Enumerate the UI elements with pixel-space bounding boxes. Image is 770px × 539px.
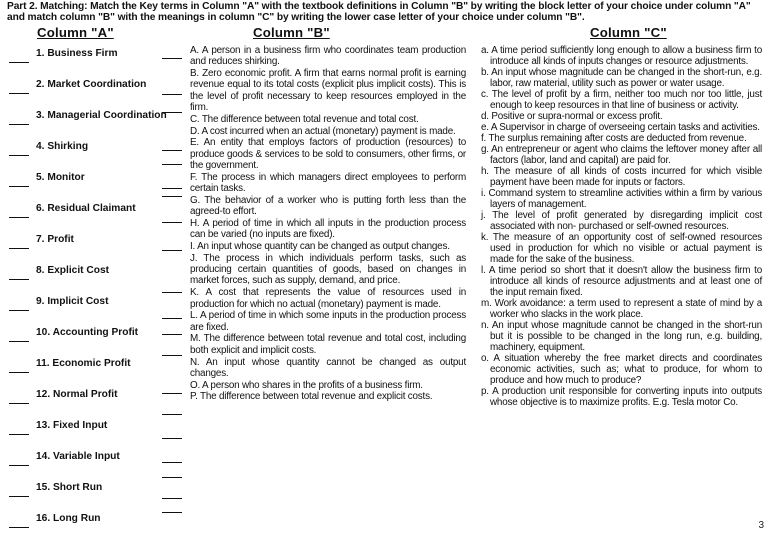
answer-blank[interactable] xyxy=(162,477,182,478)
answer-blank[interactable] xyxy=(162,414,182,415)
meaning-item: i. Command system to streamline activities within a firm by various layers of management. xyxy=(481,188,762,210)
key-term: 6. Residual Claimant xyxy=(36,203,136,214)
answer-blank[interactable] xyxy=(162,94,182,95)
definition-item: B. Zero economic profit. A firm that earns normal profit is earning revenue equal to its total costs (explicit plus implicit costs). This is the level of profit necessary to keep resources employed in the firm. xyxy=(190,68,466,113)
answer-blank[interactable] xyxy=(162,462,182,463)
key-term: 13. Fixed Input xyxy=(36,420,108,431)
answer-blank[interactable] xyxy=(162,438,182,439)
answer-blank[interactable] xyxy=(162,112,182,113)
key-term: 5. Monitor xyxy=(36,172,85,183)
answer-blank[interactable] xyxy=(9,217,29,218)
meaning-item: p. A production unit responsible for converting inputs into outputs whose objective is to maximize profits. E.g. Tesla motor Co. xyxy=(481,386,762,408)
answer-blank[interactable] xyxy=(9,62,29,63)
meaning-item: k. The measure of an opportunity cost of self-owned resources used in production for which no visible or actual payment is made for the sake of the business. xyxy=(481,232,762,265)
column-b-list xyxy=(190,45,466,403)
answer-blank[interactable] xyxy=(162,334,182,335)
answer-blank[interactable] xyxy=(9,186,29,187)
answer-blank[interactable] xyxy=(9,465,29,466)
answer-blank[interactable] xyxy=(9,527,29,528)
answer-blank[interactable] xyxy=(9,93,29,94)
answer-blank[interactable] xyxy=(9,341,29,342)
meaning-item: b. An input whose magnitude can be changed in the short-run, e.g. labor, raw material, utility such as power or water usage. xyxy=(481,67,762,89)
definition-item: K. A cost that represents the value of resources used in production for which no actual (monetary) payment is made. xyxy=(190,287,466,310)
meaning-item: f. The surplus remaining after costs are deducted from revenue. xyxy=(481,133,747,144)
meaning-item: j. The level of profit generated by disregarding implicit cost associated with non- purchased or self-owned resources. xyxy=(481,210,762,232)
answer-blank[interactable] xyxy=(162,250,182,251)
answer-blank[interactable] xyxy=(9,279,29,280)
key-term: 2. Market Coordination xyxy=(36,79,147,90)
key-term: 4. Shirking xyxy=(36,141,89,152)
answer-blank[interactable] xyxy=(162,498,182,499)
column-b-header: Column "B" xyxy=(253,25,330,40)
definition-item: P. The difference between total revenue and explicit costs. xyxy=(190,391,433,403)
key-term: 11. Economic Profit xyxy=(36,358,131,369)
answer-blank[interactable] xyxy=(162,222,182,223)
answer-blank[interactable] xyxy=(9,496,29,497)
meaning-item: o. A situation whereby the free market directs and coordinates economic activities, such as; what to produce, for whom to produce and how much to produce? xyxy=(481,353,762,386)
definition-item: M. The difference between total revenue and total cost, including both explicit and implicit costs. xyxy=(190,333,466,356)
key-term: 7. Profit xyxy=(36,234,74,245)
key-term: 15. Short Run xyxy=(36,482,103,493)
key-term: 1. Business Firm xyxy=(36,48,118,59)
meaning-item: l. A time period so short that it doesn't allow the business firm to introduce all kinds of resource adjustments and at least one of the input remain fixed. xyxy=(481,265,762,298)
answer-blank[interactable] xyxy=(9,434,29,435)
meaning-item: e. A Supervisor in charge of overseeing certain tasks and activities. xyxy=(481,122,760,133)
answer-blank[interactable] xyxy=(9,310,29,311)
definition-item: D. A cost incurred when an actual (monetary) payment is made. xyxy=(190,125,456,137)
meaning-item: g. An entrepreneur or agent who claims the leftover money after all factors (labor, land and capital) are paid for. xyxy=(481,144,762,166)
definition-item: I. An input whose quantity can be changed as output changes. xyxy=(190,241,450,253)
answer-blank[interactable] xyxy=(162,188,182,189)
key-term: 8. Explicit Cost xyxy=(36,265,110,276)
answer-blank[interactable] xyxy=(9,124,29,125)
answer-blank[interactable] xyxy=(162,512,182,513)
definition-item: L. A period of time in which some inputs in the production process are fixed. xyxy=(190,310,466,333)
definition-item: F. The process in which managers direct employees to perform certain tasks. xyxy=(190,171,466,195)
meaning-item: n. An input whose magnitude cannot be changed in the short-run but it is possible to be changed in the long run, e.g. building, machinery, equipment. xyxy=(481,320,762,353)
key-term: 12. Normal Profit xyxy=(36,389,118,400)
definition-item: O. A person who shares in the profits of a business firm. xyxy=(190,379,423,391)
key-term: 14. Variable Input xyxy=(36,451,120,462)
page-number: 3 xyxy=(758,520,764,531)
answer-blank[interactable] xyxy=(162,196,182,197)
answer-blank[interactable] xyxy=(9,372,29,373)
definition-item: G. The behavior of a worker who is putting forth less than the agreed-to effort. xyxy=(190,194,466,218)
meaning-item: h. The measure of all kinds of costs incurred for which visible payment have been made for inputs or factors. xyxy=(481,166,762,188)
key-term: 10. Accounting Profit xyxy=(36,327,139,338)
definition-item: E. An entity that employs factors of production (resources) to produce goods & services to be sold to consumers, other firms, or the government. xyxy=(190,137,466,171)
definition-item: J. The process in which individuals perform tasks, such as producing certain quantities of goods, based on changes in market forces, such as supply, demand, and price. xyxy=(190,252,466,287)
definition-item: A. A person in a business firm who coordinates team production and reduces shirking. xyxy=(190,45,466,68)
answer-blank[interactable] xyxy=(162,393,182,394)
instructions: Part 2. Matching: Match the Key terms in Column "A" with the textbook definitions in Column "B" by writing the block letter of your choice under column "A" and match column "B" with the meanings in column "C" by writing the lower case letter of your choice under column "B". xyxy=(7,1,751,24)
meaning-item: c. The level of profit by a firm, neither too much nor too little, just enough to keep resources in that line of business or activity. xyxy=(481,89,762,111)
meaning-item: a. A time period sufficiently long enough to allow a business firm to introduce all kinds of inputs changes or resource adjustments. xyxy=(481,45,762,67)
column-a-header: Column "A" xyxy=(37,25,114,40)
answer-blank[interactable] xyxy=(162,150,182,151)
meaning-item: m. Work avoidance: a term used to represent a state of mind by a worker who slacks in the work place. xyxy=(481,298,762,320)
answer-blank[interactable] xyxy=(162,355,182,356)
column-c-header: Column "C" xyxy=(590,25,667,40)
key-term: 16. Long Run xyxy=(36,513,101,524)
answer-blank[interactable] xyxy=(9,155,29,156)
meaning-item: d. Positive or supra-normal or excess profit. xyxy=(481,111,663,122)
answer-blank[interactable] xyxy=(162,58,182,59)
answer-blank[interactable] xyxy=(9,248,29,249)
key-term: 9. Implicit Cost xyxy=(36,296,109,307)
answer-blank[interactable] xyxy=(162,292,182,293)
key-term: 3. Managerial Coordination xyxy=(36,110,167,121)
definition-item: N. An input whose quantity cannot be changed as output changes. xyxy=(190,356,466,379)
definition-item: C. The difference between total revenue and total cost. xyxy=(190,113,419,125)
definition-item: H. A period of time in which all inputs in the production process can be varied (no inputs are fixed). xyxy=(190,217,466,241)
answer-blank[interactable] xyxy=(162,318,182,319)
column-c-list xyxy=(481,45,762,408)
answer-blank[interactable] xyxy=(9,403,29,404)
answer-blank[interactable] xyxy=(162,164,182,165)
